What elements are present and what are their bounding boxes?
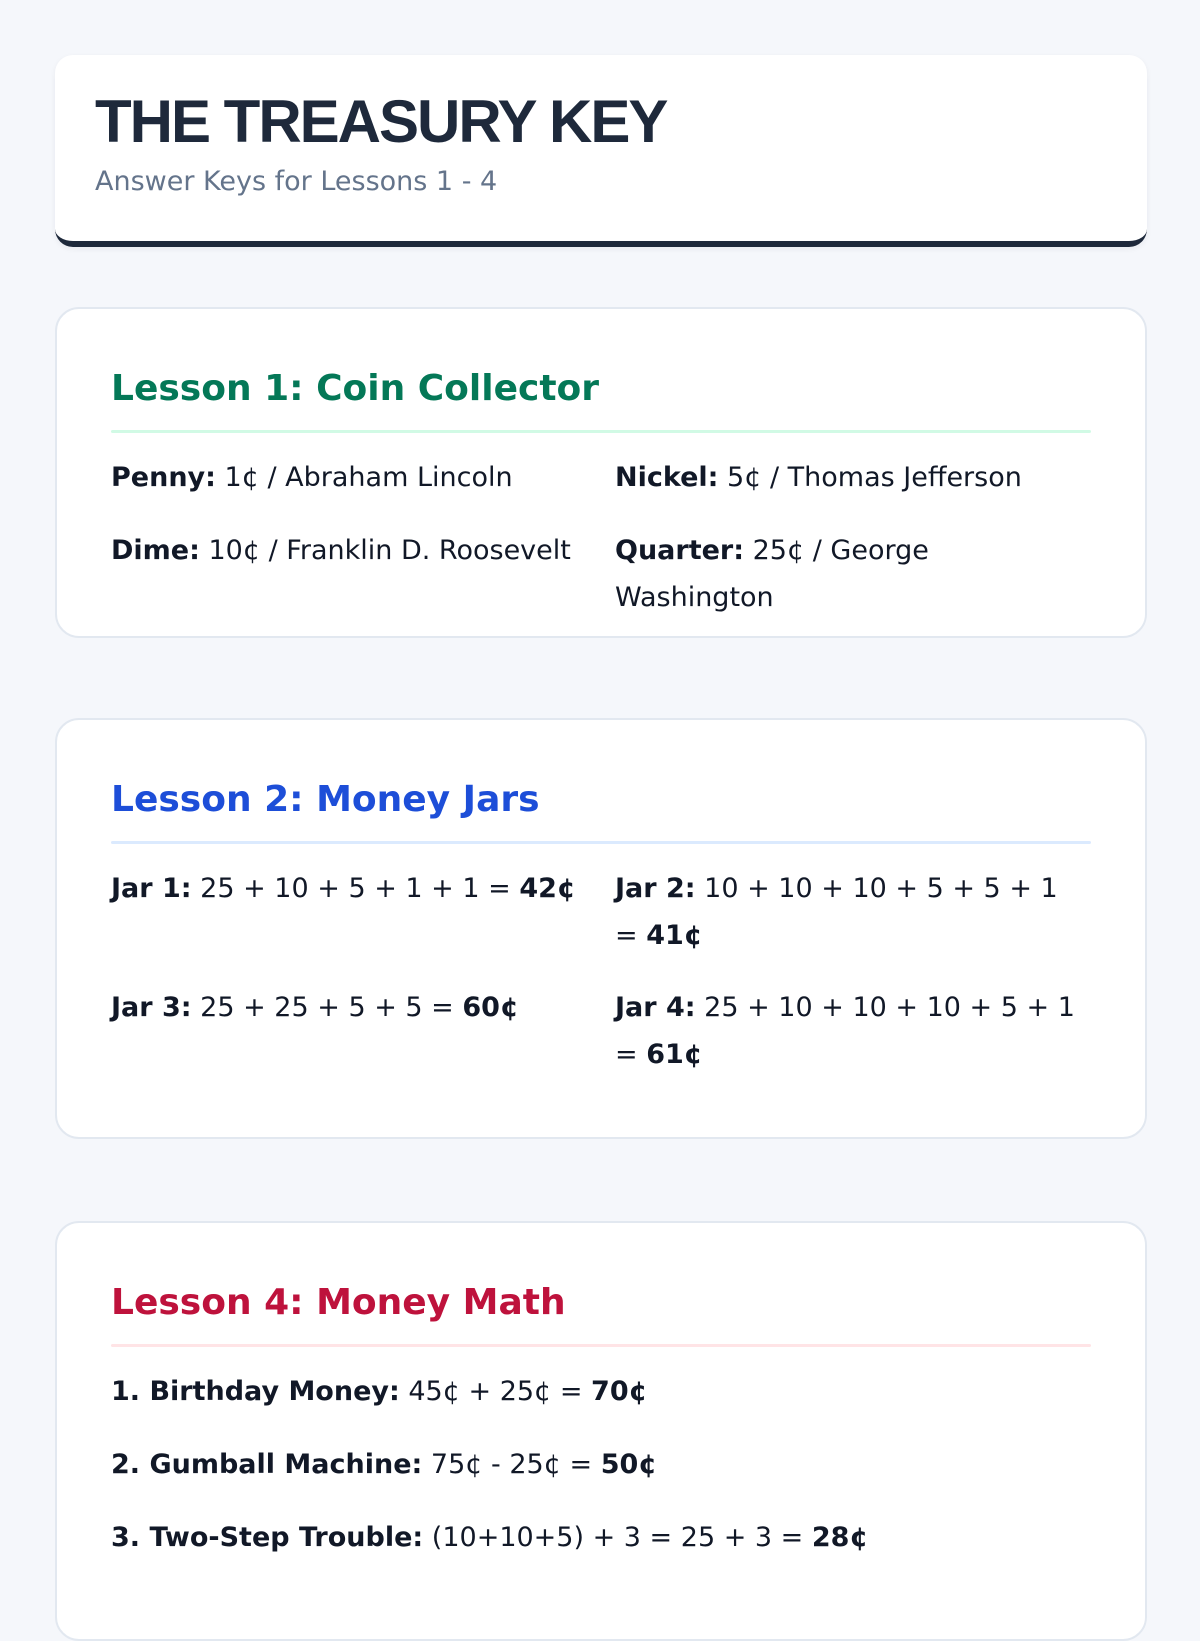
jar-1-total: 42¢ — [519, 873, 576, 904]
gumball-machine-label: 2. Gumball Machine: — [111, 1449, 423, 1480]
jar-4-answer — [615, 984, 1085, 1078]
jar-3-label: Jar 3: — [111, 992, 192, 1023]
jar-1-equation: 25 + 10 + 5 + 1 + 1 = — [191, 873, 520, 904]
quarter-answer — [615, 527, 1085, 621]
penny-label: Penny: — [111, 462, 216, 493]
gumball-machine-equation: 75¢ - 25¢ = — [422, 1449, 601, 1480]
jar-1-label: Jar 1: — [111, 873, 192, 904]
birthday-money-label: 1. Birthday Money: — [111, 1376, 400, 1407]
lesson-4-title: Lesson 4: Money Math — [111, 1282, 566, 1323]
gumball-machine-total: 50¢ — [600, 1449, 658, 1480]
page-title: THE TREASURY KEY — [95, 88, 667, 155]
jar-2-label: Jar 2: — [615, 873, 696, 904]
dime-label: Dime: — [111, 535, 200, 566]
page-subtitle: Answer Keys for Lessons 1 - 4 — [95, 166, 498, 197]
penny-text: 1¢ / Abraham Lincoln — [215, 462, 513, 493]
quarter-text: 25¢ / George Washington — [615, 535, 929, 613]
penny-answer — [111, 454, 581, 501]
lesson-2-divider — [111, 841, 1091, 844]
dime-text: 10¢ / Franklin D. Roosevelt — [199, 535, 571, 566]
gumball-machine-answer — [111, 1441, 1091, 1488]
two-step-trouble-answer — [111, 1514, 1091, 1561]
nickel-answer — [615, 454, 1085, 501]
jar-3-total: 60¢ — [462, 992, 519, 1023]
jar-3-answer — [111, 984, 581, 1031]
lesson-2-card — [55, 718, 1147, 1139]
two-step-trouble-label: 3. Two-Step Trouble: — [111, 1522, 424, 1553]
birthday-money-total: 70¢ — [591, 1376, 648, 1407]
lesson-1-divider — [111, 430, 1091, 433]
jar-2-answer — [615, 865, 1085, 959]
two-step-trouble-total: 28¢ — [811, 1522, 869, 1553]
jar-3-equation: 25 + 25 + 5 + 5 = — [191, 992, 463, 1023]
header-card — [55, 55, 1147, 247]
lesson-1-card — [55, 307, 1147, 638]
lesson-4-divider — [111, 1344, 1091, 1347]
birthday-money-equation: 45¢ + 25¢ = — [399, 1376, 592, 1407]
jar-1-answer — [111, 865, 581, 912]
jar-2-total: 41¢ — [646, 920, 703, 951]
nickel-text: 5¢ / Thomas Jefferson — [718, 462, 1022, 493]
jar-4-equation: 25 + 10 + 10 + 10 + 5 + 1 = — [615, 992, 1075, 1070]
lesson-4-card — [55, 1221, 1147, 1641]
dime-answer — [111, 527, 581, 574]
jar-2-equation: 10 + 10 + 10 + 5 + 5 + 1 = — [615, 873, 1058, 951]
jar-4-total: 61¢ — [646, 1039, 703, 1070]
nickel-label: Nickel: — [615, 462, 719, 493]
lesson-2-title: Lesson 2: Money Jars — [111, 779, 540, 820]
jar-4-label: Jar 4: — [615, 992, 696, 1023]
two-step-trouble-equation: (10+10+5) + 3 = 25 + 3 = — [423, 1522, 812, 1553]
lesson-1-title: Lesson 1: Coin Collector — [111, 368, 600, 409]
birthday-money-answer — [111, 1368, 1091, 1415]
quarter-label: Quarter: — [615, 535, 745, 566]
